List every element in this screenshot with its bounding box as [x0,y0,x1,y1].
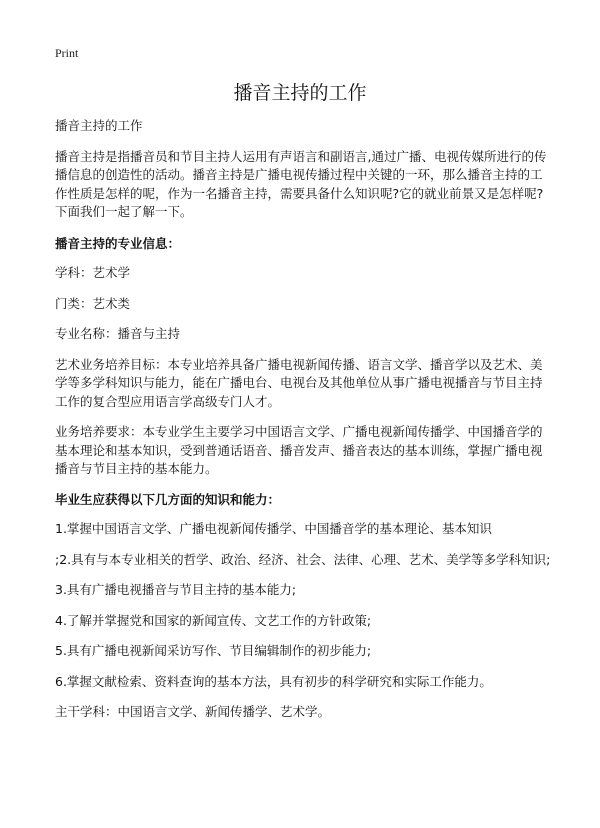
ability-item: 4.了解并掌握党和国家的新闻宣传、文艺工作的方针政策; [55,612,372,628]
intro-paragraph: 播音主持是指播音员和节目主持人运用有声语言和副语言,通过广播、电视传媒所进行的传播信息的创造性的活动。播音主持是广播电视传播过程中关键的一环，那么播音主持的工作性质是怎样的呢，作为一名播音主持，需要具备什么知识呢?它的就业前景又是怎样呢?下面我们一起了解一下。 [55,148,547,219]
subject-field: 学科：艺术学 [55,265,131,280]
ability-item: ;2.具有与本专业相关的哲学、政治、经济、社会、法律、心理、艺术、美学等多学科知识; [55,551,551,567]
ability-item: 5.具有广播电视新闻采访写作、节目编辑制作的初步能力; [55,643,372,658]
major-field: 专业名称：播音与主持 [55,326,181,341]
ability-item: 1.掌握中国语言文学、广播电视新闻传播学、中国播音学的基本理论、基本知识 [55,521,492,536]
section-heading-info: 播音主持的专业信息： [55,235,181,251]
article-body [55,117,551,734]
ability-item: 6.掌握文献检索、资料查询的基本方法，具有初步的科学研究和实际工作能力。 [55,673,492,689]
print-link[interactable]: Print [55,46,79,60]
category-field: 门类：艺术类 [55,295,131,311]
training-requirement-paragraph: 业务培养要求：本专业学生主要学习中国语言文学、广播电视新闻传播学、中国播音学的基本理论和基本知识，受到普通话语音、播音发声、播音表达的基本训练，掌握广播电视播音与节目主持的基本能力。 [55,424,543,476]
section-heading-abilities: 毕业生应获得以下几方面的知识和能力： [55,491,281,507]
article-subtitle: 播音主持的工作 [55,118,143,133]
ability-item: 3.具有广播电视播音与节目主持的基本能力; [55,582,297,597]
main-subjects: 主干学科：中国语言文学、新闻传播学、艺术学。 [55,704,331,719]
training-goal-paragraph: 艺术业务培养目标：本专业培养具备广播电视新闻传播、语言文学、播音学以及艺术、美学等多学科知识与能力，能在广播电台、电视台及其他单位从事广播电视播音与节目主持工作的复合型应用语言学高级专门人才。 [55,356,543,409]
page-title: 播音主持的工作 [233,82,367,104]
